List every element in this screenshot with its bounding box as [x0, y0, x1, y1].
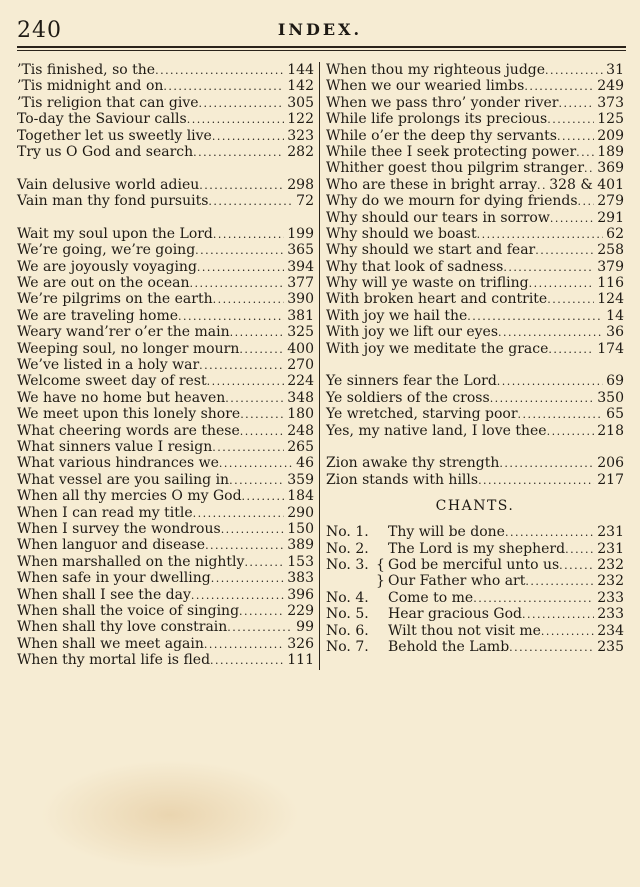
index-entry — [17, 587, 314, 603]
dot-leader — [558, 95, 594, 111]
group-gap — [17, 210, 314, 226]
dot-leader — [212, 439, 284, 455]
entry-title: Zion awake thy strength — [326, 455, 500, 472]
entry-title: Why should our tears in sorrow — [326, 209, 550, 226]
dot-leader — [242, 488, 285, 504]
chants-list — [326, 524, 624, 655]
entry-title: Weeping soul, no longer mourn — [17, 340, 240, 357]
index-entry — [17, 95, 314, 111]
index-entry — [17, 505, 314, 521]
dot-leader — [547, 291, 594, 307]
entry-title: ’Tis religion that can give — [17, 94, 199, 111]
paper-stain — [40, 760, 300, 870]
entry-page: 265 — [287, 438, 314, 455]
entry-page: 282 — [287, 143, 314, 160]
dot-leader — [229, 472, 284, 488]
entry-title: What cheering words are these — [17, 422, 240, 439]
index-entry — [326, 95, 624, 111]
dot-leader — [213, 291, 285, 307]
entry-title: ’Tis finished, so the — [17, 62, 156, 78]
entry-page: 229 — [287, 602, 314, 619]
page-number: 240 — [17, 18, 62, 43]
dot-leader — [178, 308, 284, 324]
index-entry — [17, 242, 314, 258]
entry-page: 298 — [287, 176, 314, 193]
entry-page: 199 — [287, 225, 314, 242]
dot-leader — [537, 177, 546, 193]
chant-entry — [326, 524, 624, 540]
entry-page: 350 — [597, 389, 624, 406]
index-entry — [17, 324, 314, 340]
entry-title: We’re going, we’re going — [17, 242, 196, 259]
entry-title: Vain delusive world adieu — [17, 176, 200, 193]
dot-leader — [518, 406, 604, 422]
entry-title: When languor and disease — [17, 537, 206, 554]
dot-leader — [207, 373, 285, 389]
entry-title: Why should we start and fear — [326, 242, 536, 259]
brace-mark — [376, 623, 388, 639]
entry-page: 180 — [287, 406, 314, 423]
entry-page: 400 — [287, 340, 314, 357]
header-rule-thin — [17, 50, 626, 51]
dot-leader — [547, 111, 594, 127]
index-entry — [17, 226, 314, 242]
entry-page: 290 — [287, 504, 314, 521]
index-entry — [326, 259, 624, 275]
index-entry — [17, 652, 314, 668]
dot-leader — [509, 639, 594, 655]
dot-leader — [548, 341, 594, 357]
chant-title: Hear gracious God — [388, 606, 522, 623]
brace-mark: { — [376, 556, 385, 573]
entry-title: When I survey the wondrous — [17, 520, 221, 537]
entry-page: 31 — [606, 62, 624, 78]
entry-title: With joy we meditate the grace — [326, 340, 549, 357]
entry-page: 323 — [287, 127, 314, 144]
entry-page: 72 — [296, 193, 314, 210]
dot-leader — [240, 406, 284, 422]
dot-leader — [187, 111, 285, 127]
index-entry — [17, 570, 314, 586]
index-entry — [17, 308, 314, 324]
entry-page: 326 — [287, 635, 314, 652]
entry-page: 389 — [287, 537, 314, 554]
entry-page: 36 — [606, 324, 624, 341]
entry-page: 184 — [287, 488, 314, 505]
brace-mark — [376, 639, 388, 655]
index-entry — [326, 78, 624, 94]
chant-entry — [326, 573, 624, 589]
dot-leader — [210, 652, 284, 668]
entry-page: 125 — [597, 111, 624, 128]
entry-page: 396 — [287, 586, 314, 603]
dot-leader — [578, 193, 595, 209]
dot-leader — [478, 472, 594, 488]
chant-page: 231 — [597, 540, 624, 557]
dot-leader — [524, 78, 594, 94]
entry-title: What vessel are you sailing in — [17, 471, 230, 488]
dot-leader — [499, 455, 594, 471]
index-entry — [17, 537, 314, 553]
chant-title: Come to me — [388, 589, 474, 606]
chant-number — [326, 573, 376, 589]
chants-heading: CHANTS. — [435, 498, 515, 515]
column-divider — [319, 62, 320, 670]
dot-leader — [221, 521, 285, 537]
entry-title: Ye sinners fear the Lord — [326, 373, 497, 390]
group-gap — [326, 357, 624, 373]
entry-page: 258 — [597, 242, 624, 259]
entry-page: 174 — [597, 340, 624, 357]
dot-leader — [239, 603, 284, 619]
chant-page: 231 — [597, 524, 624, 541]
chant-page: 232 — [597, 556, 624, 573]
entry-title: We’re pilgrims on the earth — [17, 291, 213, 308]
entry-page: 116 — [597, 275, 624, 292]
dot-leader — [197, 259, 284, 275]
entry-title: When shall thy love constrain — [17, 619, 228, 636]
dot-leader — [550, 210, 594, 226]
entry-title: Ye soldiers of the cross — [326, 389, 490, 406]
entry-title: Why will ye waste on trifling — [326, 275, 529, 292]
header-rule — [17, 46, 626, 48]
entry-page: 291 — [597, 209, 624, 226]
entry-title: While life prolongs its precious — [326, 111, 548, 128]
index-entry — [17, 275, 314, 291]
entry-title: We’ve listed in a holy war — [17, 357, 200, 374]
chant-title: God be merciful unto us — [388, 556, 560, 573]
entry-page: 379 — [597, 258, 624, 275]
dot-leader — [199, 357, 284, 373]
index-entry — [17, 554, 314, 570]
entry-title: When marshalled on the nightly — [17, 553, 245, 570]
right-column — [326, 62, 624, 655]
brace-mark — [376, 590, 388, 606]
entry-page: 270 — [287, 357, 314, 374]
dot-leader — [199, 177, 284, 193]
entry-title: Together let us sweetly live — [17, 127, 212, 144]
index-entry — [326, 308, 624, 324]
dot-leader — [155, 62, 284, 78]
entry-page: 206 — [597, 455, 624, 472]
chant-title: The Lord is my shepherd — [388, 540, 566, 557]
dot-leader — [193, 505, 285, 521]
index-entry — [17, 488, 314, 504]
chant-page: 235 — [597, 638, 624, 655]
index-entry — [326, 291, 624, 307]
dot-leader — [545, 62, 603, 78]
chant-page: 234 — [597, 622, 624, 639]
brace-mark — [376, 524, 388, 540]
entry-title: When thy mortal life is fled — [17, 652, 211, 669]
entry-title: While o’er the deep thy servants — [326, 127, 557, 144]
dot-leader — [535, 242, 594, 258]
index-entry — [17, 62, 314, 78]
entry-page: 142 — [287, 78, 314, 95]
index-entry — [326, 242, 624, 258]
index-entry — [17, 406, 314, 422]
entry-page: 218 — [597, 422, 624, 439]
entry-title: We have no home but heaven — [17, 389, 226, 406]
index-entry — [17, 291, 314, 307]
entry-page: 217 — [597, 471, 624, 488]
index-entry — [17, 455, 314, 471]
index-entry — [326, 177, 624, 193]
entry-page: 305 — [287, 94, 314, 111]
entry-page: 248 — [287, 422, 314, 439]
entry-title: When all thy mercies O my God — [17, 488, 242, 505]
dot-leader — [208, 193, 293, 209]
brace-mark — [376, 541, 388, 557]
index-entry — [326, 455, 624, 471]
entry-page: 62 — [606, 225, 624, 242]
dot-leader — [240, 423, 285, 439]
entry-title: With joy we hail the — [326, 307, 468, 324]
entry-title: When safe in your dwelling — [17, 570, 211, 587]
dot-leader — [529, 275, 595, 291]
left-column — [17, 62, 314, 668]
dot-leader — [227, 619, 293, 635]
index-entry — [17, 603, 314, 619]
right-entries — [326, 62, 624, 488]
chant-entry — [326, 590, 624, 606]
dot-leader — [225, 390, 284, 406]
entry-page: 153 — [287, 553, 314, 570]
index-entry — [17, 128, 314, 144]
index-entry — [326, 144, 624, 160]
index-entry — [17, 193, 314, 209]
chant-number: No. 4. — [326, 589, 369, 606]
index-entry — [17, 439, 314, 455]
entry-page: 369 — [597, 160, 624, 177]
chant-entry — [326, 606, 624, 622]
dot-leader — [541, 623, 594, 639]
entry-page: 249 — [597, 78, 624, 95]
entry-page: 383 — [287, 570, 314, 587]
index-entry — [326, 341, 624, 357]
chant-number: No. 2. — [326, 540, 369, 557]
entry-title: To-day the Saviour calls — [17, 111, 187, 128]
index-entry — [326, 275, 624, 291]
dot-leader — [244, 554, 284, 570]
index-entry — [326, 128, 624, 144]
entry-title: We are out on the ocean — [17, 275, 190, 292]
dot-leader — [576, 144, 594, 160]
index-entry — [326, 193, 624, 209]
entry-title: We are traveling home — [17, 307, 179, 324]
chant-page: 233 — [597, 589, 624, 606]
entry-title: Ye wretched, starving poor — [326, 406, 518, 423]
entry-title: Weary wand’rer o’er the main — [17, 324, 230, 341]
chant-number: No. 1. — [326, 524, 369, 541]
entry-title: With broken heart and contrite — [326, 291, 548, 308]
chant-title: Our Father who art — [388, 573, 526, 590]
entry-page: 65 — [606, 406, 624, 423]
index-entry — [17, 423, 314, 439]
group-gap — [17, 160, 314, 176]
entry-title: Yes, my native land, I love thee — [326, 422, 547, 439]
index-entry — [326, 62, 624, 78]
index-entry — [326, 210, 624, 226]
entry-title: What various hindrances we — [17, 455, 219, 472]
index-entry — [326, 406, 624, 422]
index-entry — [17, 111, 314, 127]
dot-leader — [219, 455, 293, 471]
dot-leader — [584, 160, 594, 176]
entry-page: 359 — [287, 471, 314, 488]
entry-title: Whither goest thou pilgrim stranger — [326, 160, 585, 177]
chant-number: No. 5. — [326, 606, 369, 623]
index-entry — [326, 111, 624, 127]
index-entry — [17, 144, 314, 160]
entry-page: 124 — [597, 291, 624, 308]
entry-page: 46 — [296, 455, 314, 472]
entry-page: 325 — [287, 324, 314, 341]
entry-title: What sinners value I resign — [17, 438, 213, 455]
dot-leader — [195, 242, 284, 258]
index-entry — [17, 521, 314, 537]
entry-title: When we pass thro’ yonder river — [326, 94, 559, 111]
dot-leader — [498, 324, 603, 340]
entry-title: Who are these in bright array — [326, 176, 538, 193]
dot-leader — [191, 587, 284, 603]
chant-entry — [326, 541, 624, 557]
dot-leader — [230, 324, 285, 340]
dot-leader — [211, 570, 285, 586]
dot-leader — [565, 541, 594, 557]
entry-title: When shall I see the day — [17, 586, 191, 603]
entry-title: When we our wearied limbs — [326, 78, 525, 95]
entry-page: 328 & 401 — [549, 176, 624, 193]
entry-title: Why that look of sadness — [326, 258, 504, 275]
index-entry — [326, 324, 624, 340]
index-entry — [17, 177, 314, 193]
entry-title: With joy we lift our eyes — [326, 324, 499, 341]
entry-title: ’Tis midnight and on — [17, 78, 164, 95]
dot-leader — [163, 78, 284, 94]
entry-title: When thou my righteous judge — [326, 62, 546, 78]
index-entry — [326, 226, 624, 242]
entry-page: 189 — [597, 143, 624, 160]
entry-page: 122 — [287, 111, 314, 128]
entry-title: Why do we mourn for dying friends — [326, 193, 578, 210]
dot-leader — [557, 128, 594, 144]
index-entry — [17, 259, 314, 275]
index-entry — [17, 357, 314, 373]
dot-leader — [467, 308, 603, 324]
dot-leader — [490, 390, 595, 406]
entry-page: 69 — [606, 373, 624, 390]
dot-leader — [189, 275, 284, 291]
index-entry — [17, 390, 314, 406]
entry-title: When shall the voice of singing — [17, 602, 240, 619]
entry-page: 348 — [287, 389, 314, 406]
entry-page: 279 — [597, 193, 624, 210]
entry-page: 377 — [287, 275, 314, 292]
entry-page: 224 — [287, 373, 314, 390]
entry-page: 150 — [287, 520, 314, 537]
index-entry — [17, 373, 314, 389]
entry-page: 111 — [287, 652, 314, 669]
brace-mark — [376, 606, 388, 622]
entry-title: When shall we meet again — [17, 635, 204, 652]
entry-page: 209 — [597, 127, 624, 144]
entry-title: We are joyously voyaging — [17, 258, 197, 275]
entry-title: Why should we boast — [326, 225, 477, 242]
dot-leader — [497, 373, 603, 389]
entry-title: Welcome sweet day of rest — [17, 373, 207, 390]
index-entry — [17, 472, 314, 488]
entry-page: 394 — [287, 258, 314, 275]
index-entry — [17, 78, 314, 94]
dot-leader — [503, 259, 594, 275]
dot-leader — [505, 524, 594, 540]
dot-leader — [204, 636, 284, 652]
chant-number: No. 3. — [326, 556, 369, 573]
entry-page: 14 — [606, 307, 624, 324]
index-entry — [326, 160, 624, 176]
index-entry — [326, 472, 624, 488]
entry-title: When I can read my title — [17, 504, 193, 521]
entry-page: 381 — [287, 307, 314, 324]
dot-leader — [525, 573, 594, 589]
dot-leader — [547, 423, 595, 439]
dot-leader — [522, 606, 594, 622]
chant-number: No. 7. — [326, 638, 369, 655]
entry-page: 390 — [287, 291, 314, 308]
dot-leader — [473, 590, 594, 606]
chant-title: Wilt thou not visit me — [388, 622, 541, 639]
chant-page: 232 — [597, 573, 624, 590]
entry-title: While thee I seek protecting power — [326, 143, 577, 160]
chant-number: No. 6. — [326, 622, 369, 639]
entry-title: Zion stands with hills — [326, 471, 479, 488]
dot-leader — [212, 128, 284, 144]
dot-leader — [205, 537, 284, 553]
chant-title: Thy will be done — [388, 524, 505, 541]
dot-leader — [213, 226, 284, 242]
entry-page: 144 — [287, 62, 314, 78]
dot-leader — [477, 226, 604, 242]
entry-title: Wait my soul upon the Lord — [17, 225, 213, 242]
entry-title: Vain man thy fond pursuits — [17, 193, 209, 210]
dot-leader — [199, 95, 285, 111]
chant-entry — [326, 639, 624, 655]
index-entry — [17, 619, 314, 635]
chant-title: Behold the Lamb — [388, 638, 510, 655]
entry-page: 99 — [296, 619, 314, 636]
dot-leader — [193, 144, 284, 160]
chant-page: 233 — [597, 606, 624, 623]
dot-leader — [239, 341, 284, 357]
index-entry — [326, 390, 624, 406]
entry-title: Try us O God and search — [17, 143, 194, 160]
index-entry — [17, 636, 314, 652]
dot-leader — [559, 557, 594, 573]
chant-entry — [326, 557, 624, 573]
entry-title: We meet upon this lonely shore — [17, 406, 241, 423]
entry-page: 365 — [287, 242, 314, 259]
index-entry — [326, 373, 624, 389]
index-entry — [326, 423, 624, 439]
chant-entry — [326, 623, 624, 639]
brace-mark: } — [376, 573, 385, 590]
group-gap — [326, 439, 624, 455]
running-title: INDEX. — [277, 20, 363, 39]
index-entry — [17, 341, 314, 357]
entry-page: 373 — [597, 94, 624, 111]
